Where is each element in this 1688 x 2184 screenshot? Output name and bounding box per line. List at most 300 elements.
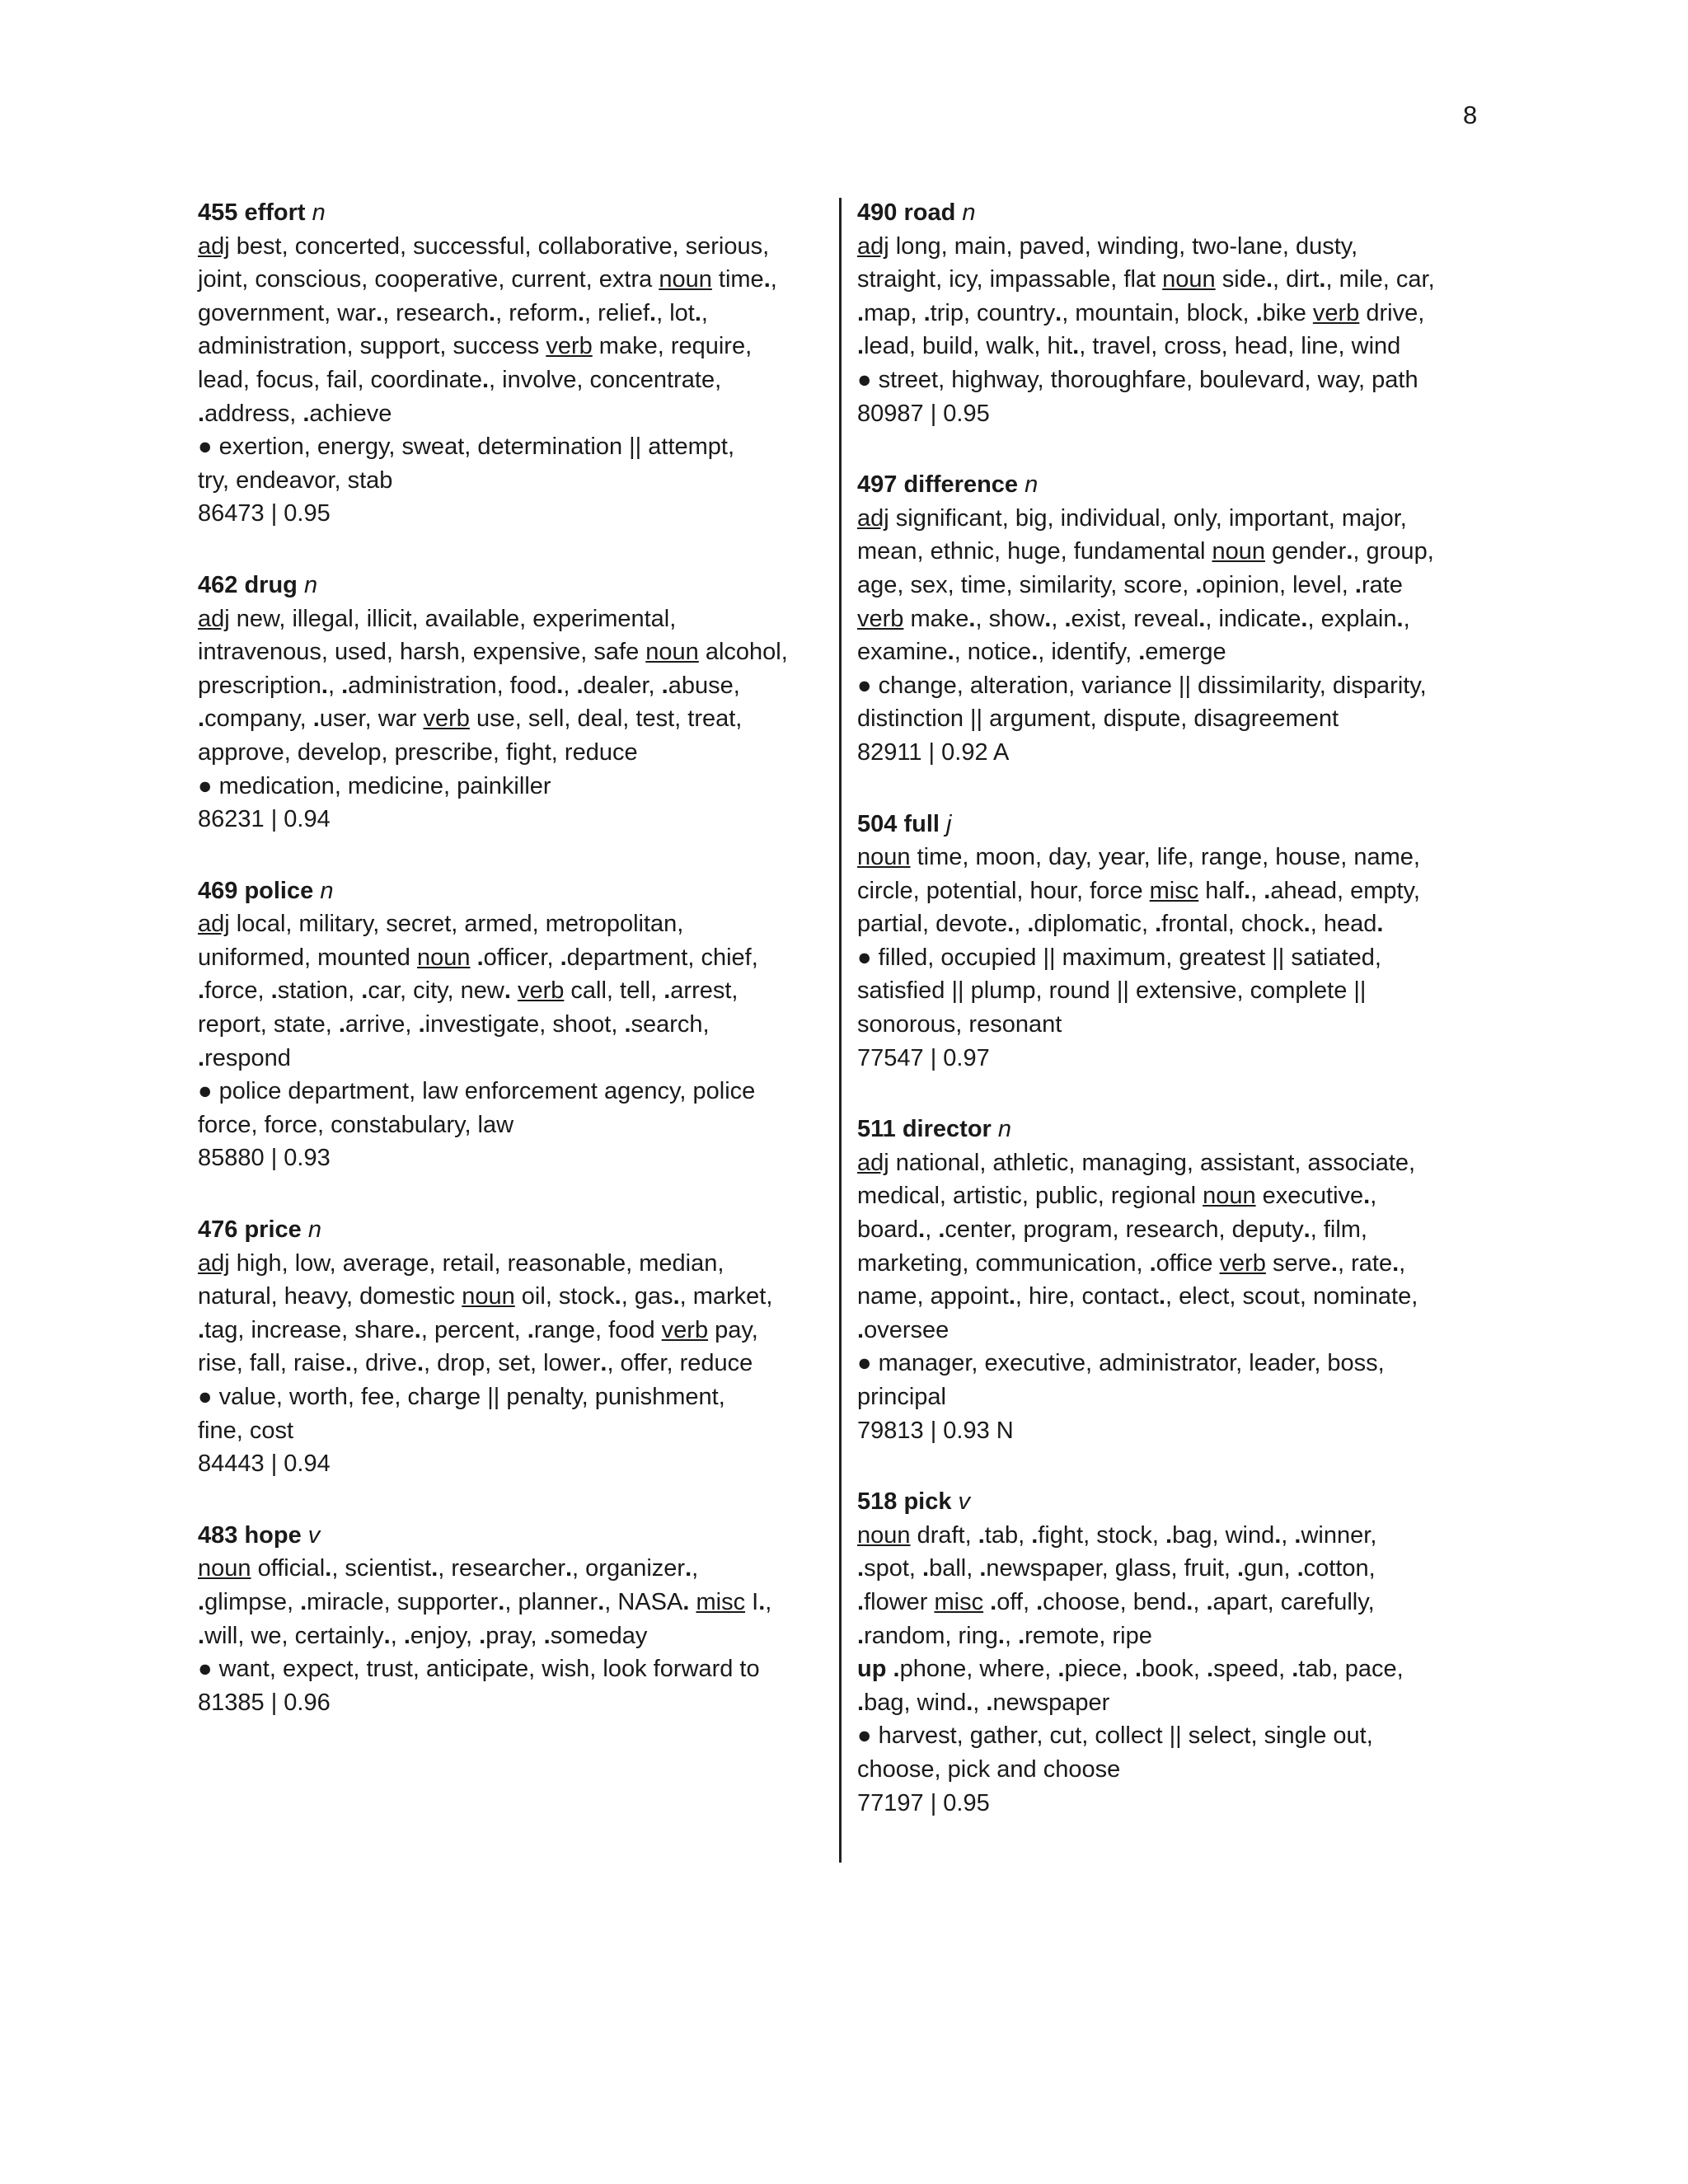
dictionary-entry <box>198 196 824 531</box>
entry-line <box>198 1686 824 1720</box>
entry-text <box>511 977 518 1004</box>
entry-line <box>198 230 824 264</box>
entry-text: , <box>1004 1622 1019 1649</box>
entry-text: , <box>1014 911 1028 938</box>
entry-text: tag, increase, share <box>204 1316 415 1343</box>
entry-text: ● want, expect, trust, anticipate, wish, look forward to <box>198 1656 760 1683</box>
entry-line <box>857 669 1484 703</box>
headword-rank-and-word: 497 difference <box>857 471 1019 499</box>
placeholder-dot: . <box>978 1521 985 1549</box>
entry-text: tab, pace, <box>1298 1656 1404 1683</box>
entry-text: bike <box>1262 299 1313 326</box>
entry-line <box>857 1146 1484 1180</box>
column-divider <box>839 198 842 1863</box>
placeholder-dot: . <box>543 1622 551 1649</box>
entry-text: officer, <box>483 944 560 971</box>
placeholder-dot: . <box>498 1588 505 1615</box>
placeholder-dot: . <box>416 1350 424 1377</box>
entry-line <box>857 397 1484 431</box>
entry-text: , drop, set, lower <box>424 1350 601 1377</box>
entry-text: arrest, <box>670 977 738 1005</box>
category-label: noun <box>462 1283 515 1310</box>
entry-line <box>198 702 824 736</box>
entry-text: use, sell, deal, test, treat, <box>469 705 743 733</box>
entry-text: ● value, worth, fee, charge || penalty, punishment, <box>198 1384 725 1410</box>
placeholder-dot: . <box>1319 266 1326 293</box>
category-label: verb <box>661 1316 709 1343</box>
entry-text: mean, ethnic, huge, fundamental <box>857 538 1212 565</box>
entry-headword <box>857 808 1484 841</box>
entry-text: 84443 | 0.94 <box>198 1451 331 1478</box>
entry-headword <box>198 196 824 230</box>
entry-text: 82911 | 0.92 A <box>857 738 1010 766</box>
entry-text: , <box>973 1689 987 1716</box>
entry-text: force, force, constabulary, law <box>198 1111 514 1138</box>
category-label: noun <box>857 844 911 871</box>
placeholder-dot: . <box>1354 571 1362 598</box>
entry-text: 81385 | 0.96 <box>198 1689 331 1716</box>
entry-text: frontal, chock <box>1161 911 1304 938</box>
entry-line <box>198 297 824 330</box>
entry-text: significant, big, individual, only, important, major, <box>889 504 1407 532</box>
entry-text: station, <box>277 977 362 1005</box>
entry-line <box>198 1075 824 1108</box>
placeholder-dot: . <box>1274 1521 1282 1549</box>
placeholder-dot: . <box>576 672 584 699</box>
placeholder-dot: . <box>857 333 865 360</box>
placeholder-dot: . <box>383 1622 391 1649</box>
placeholder-dot: . <box>673 1283 680 1310</box>
entry-line <box>198 1552 824 1586</box>
placeholder-dot: . <box>1330 1249 1338 1277</box>
entry-line <box>198 363 824 397</box>
entry-headword <box>198 569 824 602</box>
entry-text: , elect, scout, nominate, <box>1165 1283 1418 1310</box>
entry-text: choose, pick and choose <box>857 1755 1121 1783</box>
placeholder-dot: . <box>1134 1656 1142 1683</box>
entry-text: fine, cost <box>198 1417 294 1444</box>
entry-line <box>857 1753 1484 1787</box>
entry-line <box>198 1141 824 1175</box>
entry-text: , NASA <box>604 1588 683 1615</box>
entry-line <box>857 1519 1484 1553</box>
category-label: verb <box>546 333 593 360</box>
entry-text: , <box>1250 877 1264 904</box>
entry-line <box>198 1108 824 1142</box>
placeholder-dot: . <box>624 1011 631 1038</box>
placeholder-dot: . <box>922 1555 930 1582</box>
entry-line <box>198 1652 824 1686</box>
placeholder-dot: . <box>1072 333 1080 360</box>
category-label: misc <box>1149 877 1199 904</box>
entry-line <box>857 1042 1484 1076</box>
placeholder-dot: . <box>923 299 931 326</box>
entry-line <box>857 874 1484 908</box>
entry-text: book, <box>1142 1656 1207 1683</box>
entry-text: , group, <box>1353 538 1434 565</box>
entry-line <box>857 1179 1484 1213</box>
entry-text: , scientist <box>331 1555 432 1582</box>
entry-text: pay, <box>708 1316 758 1343</box>
placeholder-dot: . <box>857 1588 865 1615</box>
category-label: adj <box>198 605 230 632</box>
entry-text: marketing, communication, <box>857 1249 1150 1277</box>
placeholder-dot: . <box>504 977 511 1005</box>
entry-text: oil, stock <box>514 1283 615 1310</box>
entry-text: call, tell, <box>564 977 664 1005</box>
category-label: noun <box>1203 1183 1256 1210</box>
placeholder-dot: . <box>338 1011 345 1038</box>
part-of-speech: n <box>320 877 334 904</box>
entry-text: government, war <box>198 299 376 326</box>
placeholder-dot: . <box>479 1622 486 1649</box>
entry-text: , offer, reduce <box>607 1350 753 1377</box>
entry-text: , involve, concentrate, <box>489 366 722 393</box>
placeholder-dot: . <box>1138 639 1146 666</box>
entry-text: phone, where, <box>899 1656 1058 1683</box>
entry-text: side <box>1215 266 1266 293</box>
placeholder-dot: . <box>661 672 668 699</box>
entry-line <box>198 330 824 363</box>
entry-text: apart, carefully, <box>1212 1588 1375 1615</box>
entry-text: ● harvest, gather, cut, collect || select, single out, <box>857 1722 1373 1750</box>
entry-text: , researcher <box>438 1555 565 1582</box>
headword-rank-and-word: 511 director <box>857 1116 992 1143</box>
placeholder-dot: . <box>663 977 671 1005</box>
entry-line <box>857 1380 1484 1414</box>
entry-text: , <box>1399 1249 1406 1277</box>
placeholder-dot: . <box>968 605 976 632</box>
entry-text: , mile, car, <box>1325 266 1435 293</box>
placeholder-dot: . <box>560 944 567 971</box>
entry-text: company, <box>204 705 313 733</box>
entry-line <box>857 736 1484 770</box>
placeholder-dot: . <box>682 1588 690 1615</box>
placeholder-dot: . <box>1292 1656 1299 1683</box>
entry-line <box>198 430 824 464</box>
entry-text: try, endeavor, stab <box>198 466 393 494</box>
entry-headword <box>198 874 824 908</box>
entry-text: lead, focus, fail, coordinate <box>198 366 482 393</box>
placeholder-dot: . <box>1064 605 1071 632</box>
entry-text: , show <box>975 605 1045 632</box>
dictionary-entry <box>857 1113 1484 1447</box>
entry-text: flower <box>864 1588 935 1615</box>
entry-line <box>857 1619 1484 1653</box>
entry-text: ball, <box>929 1555 980 1582</box>
entry-line <box>198 907 824 941</box>
entry-text: trip, country <box>930 299 1056 326</box>
entry-line <box>198 1380 824 1414</box>
entry-text: 77197 | 0.95 <box>857 1789 990 1816</box>
entry-text: , hire, contact <box>1015 1283 1159 1310</box>
entry-text: 79813 | 0.93 N <box>857 1417 1014 1444</box>
entry-text: gender <box>1264 538 1347 565</box>
entry-text: address, <box>204 400 303 427</box>
entry-line <box>857 974 1484 1008</box>
left-column <box>198 196 824 1757</box>
entry-headword <box>857 468 1484 502</box>
entry-text: , gas <box>621 1283 673 1310</box>
dictionary-entry <box>857 1485 1484 1820</box>
entry-text: map, <box>864 299 924 326</box>
entry-line <box>857 230 1484 264</box>
entry-text: circle, potential, hour, force <box>857 877 1150 904</box>
placeholder-dot: . <box>312 705 320 733</box>
entry-text: , mountain, block, <box>1062 299 1256 326</box>
placeholder-dot: . <box>1036 1588 1043 1615</box>
placeholder-dot: . <box>1155 911 1162 938</box>
entry-text: diplomatic, <box>1034 911 1156 938</box>
placeholder-dot: . <box>1303 911 1311 938</box>
entry-line <box>198 1314 824 1347</box>
entry-text: age, sex, time, similarity, score, <box>857 571 1196 598</box>
entry-text: , organizer <box>572 1555 686 1582</box>
entry-line <box>198 1042 824 1076</box>
placeholder-dot: . <box>476 944 484 971</box>
placeholder-dot: . <box>918 1216 926 1244</box>
entry-text: winner, <box>1301 1521 1377 1549</box>
placeholder-dot: . <box>1244 877 1251 904</box>
placeholder-dot: . <box>198 1622 205 1649</box>
entry-line <box>857 1652 1484 1686</box>
entry-text: , lot <box>656 299 695 326</box>
entry-line <box>857 702 1484 736</box>
dictionary-entry <box>857 808 1484 1076</box>
entry-text: medical, artistic, public, regional <box>857 1183 1203 1210</box>
entry-text <box>471 944 477 971</box>
dictionary-entry <box>198 1519 824 1720</box>
entry-text: , <box>1370 1183 1377 1210</box>
placeholder-dot: . <box>325 1555 332 1582</box>
entry-text: miracle, supporter <box>307 1588 499 1615</box>
placeholder-dot: . <box>431 1555 438 1582</box>
entry-line <box>198 974 824 1008</box>
entry-text: , <box>701 299 708 326</box>
placeholder-dot: . <box>1237 1555 1245 1582</box>
entry-text: straight, icy, impassable, flat <box>857 266 1163 293</box>
placeholder-dot: . <box>1031 639 1039 666</box>
part-of-speech: v <box>958 1488 971 1516</box>
entry-text <box>886 1656 893 1682</box>
entry-text: , head <box>1310 911 1377 938</box>
entry-text: principal <box>857 1384 946 1410</box>
placeholder-dot: . <box>527 1316 534 1343</box>
headword-rank-and-word: 518 pick <box>857 1488 952 1516</box>
entry-line <box>857 1787 1484 1821</box>
entry-text: half <box>1198 877 1245 904</box>
entry-text: , <box>1193 1588 1207 1615</box>
placeholder-dot: . <box>1294 1521 1301 1549</box>
entry-text: gun, <box>1244 1555 1297 1582</box>
category-label: noun <box>659 266 712 293</box>
entry-text: name, appoint <box>857 1283 1009 1310</box>
entry-line <box>198 736 824 770</box>
headword-rank-and-word: 476 price <box>198 1216 302 1244</box>
category-label: verb <box>857 605 904 632</box>
placeholder-dot: . <box>857 1555 865 1582</box>
placeholder-dot: . <box>198 1044 205 1071</box>
entry-text: , market, <box>679 1283 773 1310</box>
entry-text: satisfied || plump, round || extensive, complete || <box>857 977 1367 1005</box>
entry-line <box>857 1280 1484 1314</box>
entry-text: range, food <box>533 1316 662 1343</box>
category-label: adj <box>857 504 889 532</box>
part-of-speech: n <box>1025 471 1039 499</box>
placeholder-dot: . <box>376 299 383 326</box>
category-label: noun <box>645 639 699 666</box>
entry-line <box>857 1552 1484 1586</box>
placeholder-dot: . <box>600 1350 607 1377</box>
entry-line <box>198 1347 824 1380</box>
entry-text: administration, food <box>348 672 557 699</box>
entry-text: , notice <box>954 639 1032 666</box>
entry-text: report, state, <box>198 1011 339 1038</box>
placeholder-dot: . <box>414 1316 421 1343</box>
entry-line <box>857 1008 1484 1042</box>
placeholder-dot: . <box>302 400 310 427</box>
entry-headword <box>857 1113 1484 1146</box>
placeholder-dot: . <box>758 1588 766 1615</box>
entry-text: investigate, shoot, <box>424 1011 625 1038</box>
placeholder-dot: . <box>857 1316 865 1343</box>
entry-headword <box>857 1485 1484 1519</box>
entry-text: 80987 | 0.95 <box>857 400 990 427</box>
entry-text: speed, <box>1213 1656 1292 1683</box>
entry-text: opinion, level, <box>1202 571 1355 598</box>
placeholder-dot: . <box>857 1622 865 1649</box>
entry-text: alcohol, <box>698 639 788 666</box>
entry-text: approve, develop, prescribe, fight, reduce <box>198 738 638 766</box>
category-label: adj <box>198 1249 230 1277</box>
category-label: adj <box>857 232 889 260</box>
placeholder-dot: . <box>966 1689 973 1716</box>
entry-text: , explain <box>1307 605 1397 632</box>
entry-text: , planner <box>504 1588 598 1615</box>
entry-line <box>857 1247 1484 1281</box>
entry-text: ● change, alteration, variance || dissimilarity, disparity, <box>857 672 1427 699</box>
entry-text: , research <box>382 299 490 326</box>
part-of-speech: n <box>997 1116 1012 1143</box>
part-of-speech: n <box>303 571 318 598</box>
entry-text: office <box>1156 1249 1220 1277</box>
entry-text: make, require, <box>592 333 753 360</box>
placeholder-dot: . <box>1195 571 1203 598</box>
entry-line <box>198 397 824 431</box>
entry-text: ● police department, law enforcement agency, police <box>198 1078 756 1105</box>
entry-text: tab, <box>984 1521 1032 1549</box>
category-label: adj <box>857 1149 889 1176</box>
dictionary-entry <box>857 196 1484 430</box>
category-label: verb <box>517 977 565 1005</box>
placeholder-dot: . <box>1149 1249 1156 1277</box>
entry-text: respond <box>204 1044 291 1071</box>
placeholder-dot: . <box>489 299 496 326</box>
entry-line <box>857 602 1484 636</box>
entry-headword <box>857 196 1484 230</box>
entry-text: , <box>770 266 777 293</box>
entry-text: choose, bend <box>1043 1588 1187 1615</box>
entry-text: lead, build, walk, hit <box>864 333 1073 360</box>
entry-text: bag, wind <box>1172 1521 1275 1549</box>
entry-text: enjoy, <box>410 1622 480 1649</box>
entry-text: someday <box>550 1622 648 1649</box>
entry-line <box>198 770 824 804</box>
entry-line <box>857 363 1484 397</box>
entry-text: time, moon, day, year, life, range, house, name, <box>910 844 1420 871</box>
entry-line <box>857 535 1484 569</box>
category-label: noun <box>416 944 471 971</box>
entry-text: bag, wind <box>864 1689 967 1716</box>
entry-text: , <box>1403 605 1410 632</box>
placeholder-dot: . <box>1198 605 1206 632</box>
headword-rank-and-word: 462 drug <box>198 571 298 598</box>
entry-text: rate <box>1361 571 1403 598</box>
entry-text: high, low, average, retail, reasonable, median, <box>229 1249 724 1277</box>
entry-line <box>198 1247 824 1281</box>
placeholder-dot: . <box>1158 1283 1166 1310</box>
dictionary-entry <box>198 569 824 837</box>
entry-text: prescription <box>198 672 321 699</box>
entry-text: piece, <box>1064 1656 1135 1683</box>
category-label: noun <box>1212 538 1265 565</box>
placeholder-dot: . <box>1027 911 1034 938</box>
category-label: misc <box>934 1588 984 1615</box>
entry-line <box>857 941 1484 975</box>
placeholder-dot: . <box>565 1555 573 1582</box>
entry-text: time <box>711 266 764 293</box>
placeholder-dot: . <box>1007 911 1015 938</box>
placeholder-dot: . <box>1396 605 1404 632</box>
entry-text: ● filled, occupied || maximum, greatest || satiated, <box>857 944 1381 971</box>
entry-text: 77547 | 0.97 <box>857 1044 990 1071</box>
sub-label: up <box>857 1656 887 1683</box>
entry-text: , <box>692 1555 699 1582</box>
placeholder-dot: . <box>1265 266 1273 293</box>
category-label: verb <box>1219 1249 1266 1277</box>
entry-text: pray, <box>485 1622 544 1649</box>
entry-line <box>857 569 1484 602</box>
dictionary-entry <box>198 874 824 1175</box>
entry-line <box>857 297 1484 330</box>
entry-line <box>198 669 824 703</box>
page-number: 8 <box>1463 101 1478 129</box>
placeholder-dot: . <box>418 1011 425 1038</box>
headword-rank-and-word: 504 full <box>857 810 940 837</box>
placeholder-dot: . <box>361 977 368 1005</box>
placeholder-dot: . <box>857 299 865 326</box>
entry-text: , travel, cross, head, line, wind <box>1079 333 1401 360</box>
placeholder-dot: . <box>403 1622 410 1649</box>
entry-text: 85880 | 0.93 <box>198 1145 331 1172</box>
entry-text: I <box>745 1588 759 1615</box>
entry-text: random, ring <box>864 1622 998 1649</box>
entry-text: dealer, <box>583 672 662 699</box>
entry-text: ahead, empty, <box>1270 877 1420 904</box>
entry-line <box>857 330 1484 363</box>
placeholder-dot: . <box>649 299 657 326</box>
placeholder-dot: . <box>345 1350 352 1377</box>
placeholder-dot: . <box>1186 1588 1193 1615</box>
entry-line <box>198 497 824 531</box>
entry-text: draft, <box>910 1521 978 1549</box>
entry-text: official <box>251 1555 326 1582</box>
entry-text: car, city, new <box>368 977 504 1005</box>
entry-text: , <box>390 1622 404 1649</box>
entry-text: , <box>925 1216 939 1244</box>
entry-text: new, illegal, illicit, available, experimental, <box>229 605 677 632</box>
placeholder-dot: . <box>556 672 564 699</box>
